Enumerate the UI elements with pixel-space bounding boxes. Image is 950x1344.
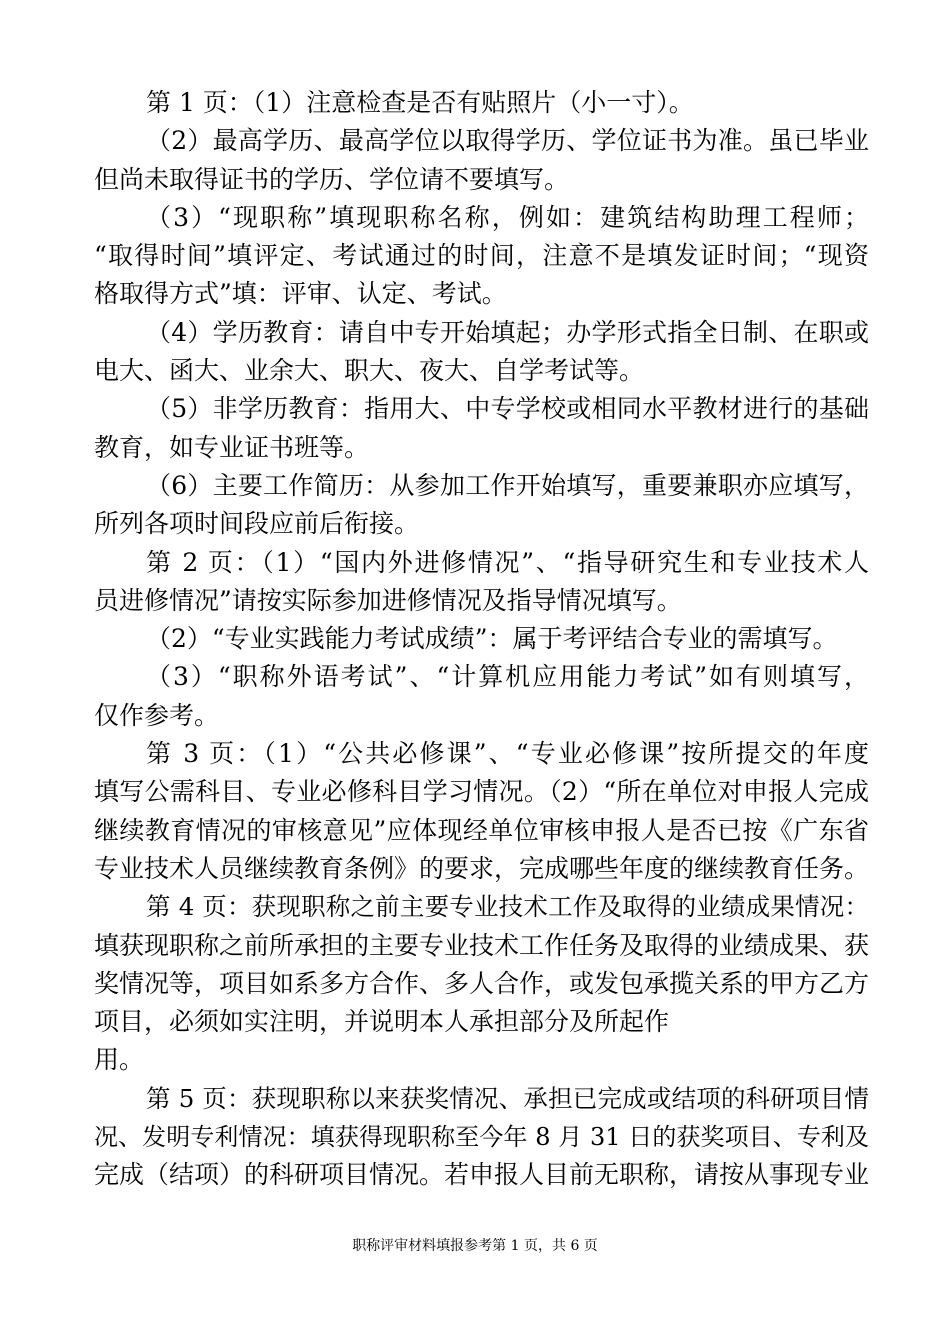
text-line: 第 1 页：（1）注意检查是否有贴照片（小一寸）。 (146, 88, 694, 117)
document-body (94, 84, 869, 1195)
text-line: “取得时间”填评定、考试通过的时间，注意不是填发证时间；“现资 (94, 241, 869, 271)
text-line: 况、发明专利情况：填获得现职称至今年 8 月 31 日的获奖项目、专利及 (94, 1123, 869, 1152)
text-line: （4）学历教育：请自中专开始填起；办学形式指全日制、在职或 (146, 317, 869, 347)
text-line: 所列各项时间段应前后衔接。 (94, 509, 420, 539)
page-footer: 职称评审材料填报参考第 1 页，共 6 页 (352, 1238, 598, 1254)
text-line: 教育，如专业证书班等。 (94, 432, 370, 462)
text-line: 员进修情况”请按实际参加进修情况及指导情况填写。 (94, 585, 682, 615)
text-line: 填获现职称之前所承担的主要专业技术工作任务及取得的业绩成果、获 (94, 930, 870, 960)
text-line: 第 5 页：获现职称以来获奖情况、承担已完成或结项的科研项目情 (146, 1083, 869, 1113)
text-line: （6）主要工作简历：从参加工作开始填写，重要兼职亦应填写， (146, 470, 869, 500)
text-line: 仅作参考。 (94, 700, 220, 730)
text-line: （5）非学历教育：指用大、中专学校或相同水平教材进行的基础 (146, 394, 869, 424)
text-line: 第 2 页：（1）“国内外进修情况”、“指导研究生和专业技术人 (146, 547, 869, 577)
text-line: 专业技术人员继续教育条例》的要求，完成哪些年度的继续教育任务。 (94, 853, 870, 883)
text-line: （2）最高学历、最高学位以取得学历、学位证书为准。虽已毕业 (146, 126, 869, 156)
text-line: 但尚未取得证书的学历、学位请不要填写。 (94, 164, 570, 194)
text-line: 继续教育情况的审核意见”应体现经单位审核申报人是否已按《广东省 (94, 815, 869, 845)
text-line: 用。 (94, 1045, 145, 1075)
text-line: 第 4 页：获现职称之前主要专业技术工作及取得的业绩成果情况： (146, 892, 869, 922)
text-line: 完成（结项）的科研项目情况。若申报人目前无职称，请按从事现专业 (94, 1160, 870, 1190)
text-line: 奖情况等，项目如系多方合作、多人合作，或发包承揽关系的甲方乙方 (94, 968, 870, 998)
text-line: （3）“职称外语考试”、“计算机应用能力考试”如有则填写， (146, 662, 869, 692)
text-line: 项目，必须如实注明，并说明本人承担部分及所起作 (94, 1007, 670, 1037)
text-line: 格取得方式”填：评审、认定、考试。 (94, 279, 507, 309)
text-line: 电大、函大、业余大、职大、夜大、自学考试等。 (94, 356, 645, 386)
text-line: （2）“专业实践能力考试成绩”：属于考评结合专业的需填写。 (146, 624, 838, 654)
text-line: 第 3 页：（1）“公共必修课”、“专业必修课”按所提交的年度 (146, 739, 869, 769)
text-line: （3）“现职称”填现职称名称，例如：建筑结构助理工程师； (146, 202, 869, 232)
text-line: 填写公需科目、专业必修科目学习情况。（2）“所在单位对申报人完成 (94, 777, 869, 807)
